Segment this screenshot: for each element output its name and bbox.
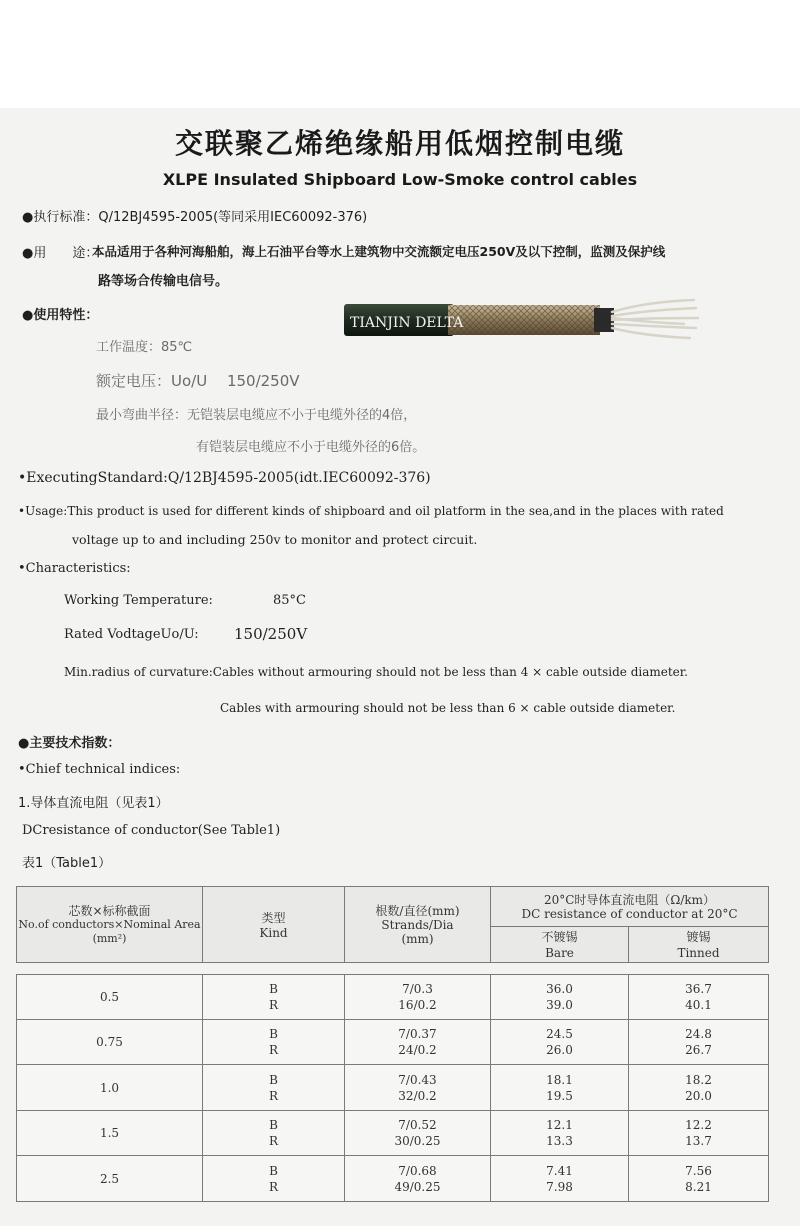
title-chinese: 交联聚乙烯绝缘船用低烟控制电缆 bbox=[174, 127, 625, 160]
cn-radius-2: 有铠装层电缆应不小于电缆外径的6倍。 bbox=[196, 440, 426, 455]
en-characteristics-label: •Characteristics: bbox=[18, 561, 131, 576]
cn-main-indices-label: ●主要技术指数： bbox=[18, 736, 121, 751]
bare-2: 19.5 bbox=[546, 1088, 573, 1103]
cell-tinned bbox=[629, 1111, 769, 1156]
kind-1: B bbox=[269, 1118, 278, 1132]
tinned-2: 13.7 bbox=[685, 1134, 712, 1148]
en-voltage-value: 150/250V bbox=[234, 625, 308, 643]
header-kind-en: Kind bbox=[259, 926, 288, 940]
en-usage-2: voltage up to and including 250v to monitor and protect circuit. bbox=[72, 532, 478, 547]
kind-1: B bbox=[269, 1072, 278, 1087]
bare-1: 7.41 bbox=[546, 1163, 573, 1178]
cn-usage-text-1: 本品适用于各种河海船舶，海上石油平台等水上建筑物中交流额定电压250V及以下控制，监测及保护线 bbox=[92, 244, 666, 259]
strands-2: 32/0.2 bbox=[398, 1088, 437, 1103]
cn-usage-text-2: 路等场合传输电信号。 bbox=[98, 274, 229, 289]
strands-2: 16/0.2 bbox=[398, 998, 437, 1012]
kind-1: B bbox=[269, 982, 278, 996]
cell-bare bbox=[491, 1065, 629, 1111]
cell-bare bbox=[491, 1020, 629, 1065]
table-row bbox=[17, 1156, 769, 1202]
en-radius-1: Min.radius of curvature:Cables without armouring should not be less than 4 × cable outside diameter. bbox=[64, 665, 688, 679]
header-area-unit: (mm²) bbox=[92, 931, 127, 945]
title-english: XLPE Insulated Shipboard Low-Smoke control cables bbox=[162, 170, 638, 189]
strands-1: 7/0.37 bbox=[398, 1027, 437, 1041]
strands-1: 7/0.68 bbox=[398, 1163, 437, 1178]
cell-tinned bbox=[629, 1020, 769, 1065]
strands-2: 24/0.2 bbox=[398, 1043, 437, 1057]
strands-2: 49/0.25 bbox=[394, 1179, 441, 1194]
bare-1: 36.0 bbox=[546, 982, 573, 996]
header-tinned-en: Tinned bbox=[677, 945, 720, 960]
en-standard: •ExecutingStandard:Q/12BJ4595-2005(idt.IEC60092-376) bbox=[18, 470, 431, 486]
cell-strands bbox=[345, 1156, 491, 1202]
table-row bbox=[17, 1111, 769, 1156]
header-kind-cn: 类型 bbox=[261, 911, 286, 925]
cn-voltage: 额定电压：Uo/U 150/250V bbox=[96, 372, 300, 390]
header-strands bbox=[345, 887, 491, 963]
kind-2: R bbox=[268, 998, 279, 1012]
header-resistance bbox=[491, 887, 769, 927]
header-resistance-en: DC resistance of conductor at 20°C bbox=[521, 906, 738, 921]
tinned-1: 24.8 bbox=[685, 1027, 712, 1041]
tinned-1: 36.7 bbox=[685, 982, 712, 996]
header-bare-en: Bare bbox=[545, 945, 574, 960]
cell-area: 2.5 bbox=[17, 1156, 203, 1202]
cn-radius-1: 最小弯曲半径：无铠装层电缆应不小于电缆外径的4倍， bbox=[96, 408, 417, 423]
header-tinned bbox=[629, 927, 769, 963]
cell-area: 0.75 bbox=[17, 1020, 203, 1065]
bare-2: 13.3 bbox=[546, 1134, 573, 1148]
table-header bbox=[16, 886, 769, 963]
kind-1: B bbox=[269, 1027, 278, 1041]
tinned-2: 26.7 bbox=[685, 1043, 712, 1057]
table-label: 表1（Table1） bbox=[22, 856, 112, 871]
tinned-1: 7.56 bbox=[685, 1163, 712, 1178]
cell-tinned bbox=[629, 975, 769, 1020]
cell-kind bbox=[203, 975, 345, 1020]
cell-kind bbox=[203, 1020, 345, 1065]
cell-kind bbox=[203, 1065, 345, 1111]
strands-1: 7/0.43 bbox=[398, 1072, 437, 1087]
header-kind bbox=[203, 887, 345, 963]
cell-kind bbox=[203, 1156, 345, 1202]
table-body bbox=[16, 974, 769, 1202]
en-usage-1: •Usage:This product is used for different kinds of shipboard and oil platform in the sea,and in the places with rated bbox=[18, 504, 724, 518]
en-temp-value: 85°C bbox=[273, 593, 306, 608]
cell-area: 0.5 bbox=[17, 975, 203, 1020]
tinned-2: 8.21 bbox=[685, 1179, 712, 1194]
cable-photo bbox=[344, 296, 700, 342]
tinned-2: 40.1 bbox=[685, 998, 712, 1012]
en-radius-2: Cables with armouring should not be less than 6 × cable outside diameter. bbox=[220, 701, 676, 715]
cell-strands bbox=[345, 1020, 491, 1065]
header-strands-cn: 根数/直径(mm) bbox=[375, 903, 460, 918]
cn-characteristics-label: ●使用特性： bbox=[22, 308, 99, 323]
header-bare-cn: 不镀锡 bbox=[541, 929, 578, 944]
tinned-2: 20.0 bbox=[685, 1088, 712, 1103]
header-area-en: No.of conductors×Nominal Area bbox=[18, 917, 201, 931]
en-temp-label: Working Temperature: bbox=[64, 593, 213, 608]
header-bare bbox=[491, 927, 629, 963]
en-dc-item: DCresistance of conductor(See Table1) bbox=[22, 823, 281, 838]
cell-strands bbox=[345, 1111, 491, 1156]
strands-1: 7/0.52 bbox=[398, 1118, 437, 1132]
table-row bbox=[17, 1065, 769, 1111]
bare-1: 12.1 bbox=[546, 1118, 573, 1132]
kind-1: B bbox=[269, 1163, 278, 1178]
bare-2: 7.98 bbox=[546, 1179, 573, 1194]
cell-bare bbox=[491, 1156, 629, 1202]
cell-strands bbox=[345, 975, 491, 1020]
header-tinned-cn: 镀锡 bbox=[686, 929, 711, 944]
watermark-text: TIANJIN DELTA bbox=[350, 315, 464, 331]
cell-bare bbox=[491, 975, 629, 1020]
header-strands-unit: (mm) bbox=[401, 931, 434, 946]
header-area bbox=[17, 887, 203, 963]
cell-tinned bbox=[629, 1065, 769, 1111]
tinned-1: 12.2 bbox=[685, 1118, 712, 1132]
header-strands-en: Strands/Dia bbox=[381, 917, 454, 932]
en-chief-indices-label: •Chief technical indices: bbox=[18, 762, 181, 777]
header-resistance-cn: 20°C时导体直流电阻（Ω/km） bbox=[543, 892, 716, 907]
cn-standard: ●执行标准：Q/12BJ4595-2005(等同采用IEC60092-376) bbox=[22, 210, 368, 225]
cell-strands bbox=[345, 1065, 491, 1111]
cn-usage-label: ●用 途： bbox=[22, 246, 99, 261]
bare-1: 24.5 bbox=[546, 1027, 573, 1041]
tinned-1: 18.2 bbox=[685, 1072, 712, 1087]
table-row bbox=[17, 975, 769, 1020]
en-voltage-label: Rated VodtageUo/U: bbox=[64, 627, 199, 642]
header-area-cn: 芯数×标称截面 bbox=[68, 903, 151, 918]
cn-temperature: 工作温度：85℃ bbox=[96, 340, 193, 355]
bare-2: 26.0 bbox=[546, 1043, 573, 1057]
cn-dc-item: 1.导体直流电阻（见表1） bbox=[18, 796, 169, 811]
kind-2: R bbox=[268, 1043, 279, 1057]
strands-2: 30/0.25 bbox=[394, 1134, 441, 1148]
table-row bbox=[17, 1020, 769, 1065]
strands-1: 7/0.3 bbox=[402, 982, 433, 996]
kind-2: R bbox=[268, 1134, 279, 1148]
cell-bare bbox=[491, 1111, 629, 1156]
kind-2: R bbox=[268, 1088, 279, 1103]
cell-area: 1.5 bbox=[17, 1111, 203, 1156]
kind-2: R bbox=[268, 1179, 279, 1194]
cell-area: 1.0 bbox=[17, 1065, 203, 1111]
bare-1: 18.1 bbox=[546, 1072, 573, 1087]
cell-kind bbox=[203, 1111, 345, 1156]
bare-2: 39.0 bbox=[546, 998, 573, 1012]
cell-tinned bbox=[629, 1156, 769, 1202]
